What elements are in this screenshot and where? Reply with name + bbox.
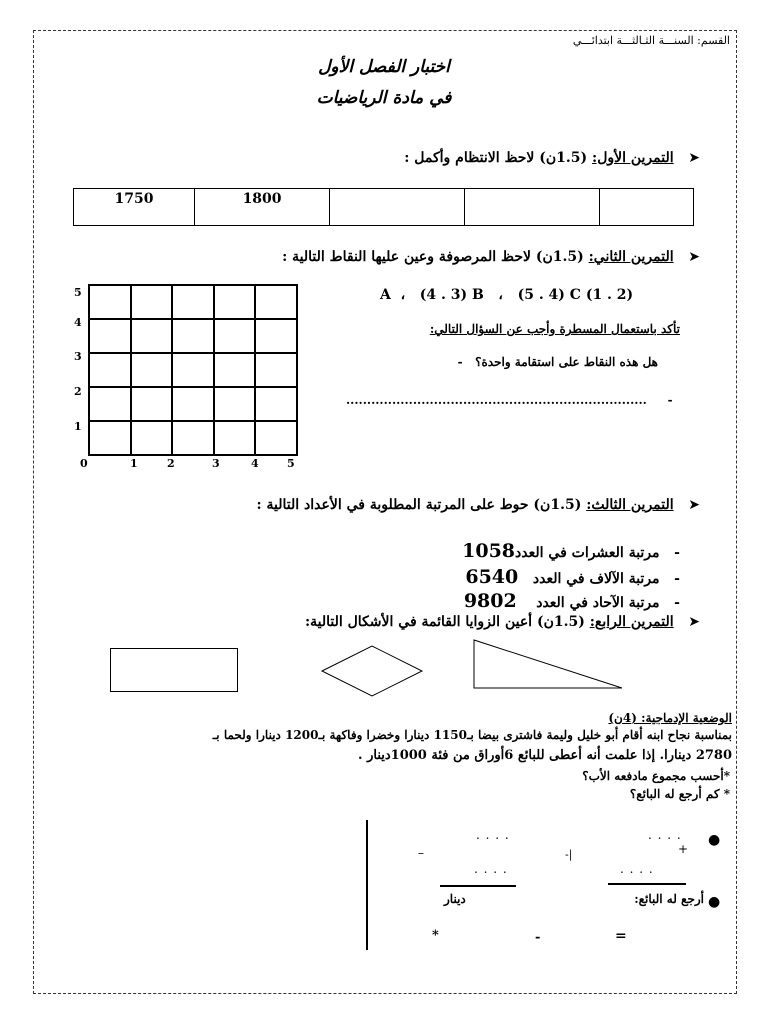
grid-x-label: 3	[212, 457, 220, 470]
exercise3-instruction: (1.5ن) حوط على المرتبة المطلوبة في الأعداد التالية :	[256, 497, 587, 513]
rank-item: - مرتبة العشرات في العدد1058	[462, 540, 680, 562]
check-title: تأكد باستعمال المسطرة وأجب عن السؤال التالي:	[429, 322, 680, 336]
rank-item: - مرتبة الآلاف في العدد 6540	[465, 566, 680, 588]
minus-sign: –	[418, 846, 424, 860]
bullet-dot: ●	[708, 832, 721, 848]
subtraction-line	[440, 885, 516, 887]
grid-y-label: 4	[74, 316, 82, 329]
answer-line[interactable]: ........................................................................ -	[346, 393, 673, 407]
grid-x-label: 1	[130, 457, 138, 470]
exercise1-heading	[404, 150, 700, 166]
exercise4-label: التمرين الرابع:	[589, 614, 674, 630]
bullet-dot: ●	[708, 894, 721, 910]
grid-y-label: 1	[74, 420, 82, 433]
returned-label: أرجع له البائع:	[634, 892, 704, 906]
question2: * كم أرجع له البائع؟	[629, 787, 730, 801]
work-divider	[366, 820, 368, 950]
exam-title: اختبار الفصل الأول	[318, 57, 450, 77]
grid-x-label: 4	[251, 457, 259, 470]
addition-line	[608, 883, 686, 885]
plus-sign: +	[678, 842, 689, 856]
grid-x-label: 2	[167, 457, 175, 470]
arrow-bullet-icon: ➤	[688, 497, 700, 513]
exercise2-label: التمرين الثاني:	[588, 249, 674, 265]
sequence-cell: 1800	[195, 189, 330, 226]
multiply-star: *	[432, 928, 439, 943]
exam-subject: في مادة الرياضيات	[316, 88, 452, 108]
points-line: A ، (4 . 3) B ، (5 . 4) C (1 . 2)	[380, 287, 634, 303]
exercise4-heading	[305, 614, 700, 630]
sequence-table	[73, 188, 694, 226]
grid-y-label: 2	[74, 385, 82, 398]
question-text: هل هذه النقاط على استقامة واحدة؟ -	[457, 355, 658, 369]
sequence-cell[interactable]	[600, 189, 694, 226]
situation-line1: بمناسبة نجاح ابنه أقام أبو خليل وليمة فاشترى بيضا بـ1150 دينارا وخضرا وفاكهة بـ1200 دينارا ولحما بـ	[212, 728, 732, 742]
question1: *أحسب مجموع مادفعه الأب؟	[582, 769, 730, 783]
right-triangle-shape[interactable]	[472, 638, 624, 692]
arrow-bullet-icon: ➤	[688, 249, 700, 265]
dinar-label: دينار	[444, 892, 466, 906]
operand-dots[interactable]: . . . .	[476, 828, 510, 842]
operand-dots[interactable]: . . . .	[648, 828, 682, 842]
grid-x-label: 5	[287, 457, 295, 470]
arrow-bullet-icon: ➤	[688, 150, 700, 166]
rectangle-shape[interactable]	[110, 648, 238, 692]
operand-dots[interactable]: . . . .	[474, 862, 508, 876]
grid-y-label: 5	[74, 286, 82, 299]
exercise1-label: التمرين الأول:	[592, 150, 674, 166]
class-line: القسم: السنـــة الثـالثـــة ابتدائـــي	[572, 34, 730, 47]
rhombus-shape[interactable]	[320, 644, 424, 698]
rank-item: - مرتبة الآحاد في العدد 9802	[463, 590, 680, 612]
equals-sign: =	[615, 928, 627, 944]
arrow-bullet-icon: ➤	[688, 614, 700, 630]
coordinate-grid[interactable]	[88, 284, 298, 456]
situation-label: الوضعية الإدماجية: (4ن)	[608, 711, 732, 725]
exercise2-instruction: (1.5ن) لاحظ المرصوفة وعين عليها النقاط التالية :	[282, 249, 589, 265]
plus-mark: -|	[565, 848, 573, 861]
exercise4-instruction: (1.5ن) أعين الزوايا القائمة في الأشكال التالية:	[304, 614, 590, 630]
exercise1-instruction: (1.5ن) لاحظ الانتظام وأكمل :	[404, 150, 593, 166]
grid-y-label: 3	[74, 350, 82, 363]
grid-x-label: 0	[80, 457, 88, 470]
exercise2-heading	[282, 249, 700, 265]
exercise3-heading	[256, 497, 700, 513]
dash-sign: -	[535, 930, 541, 945]
operand-dots[interactable]: . . . .	[620, 862, 654, 876]
exercise3-label: التمرين الثالث:	[586, 497, 674, 513]
sequence-cell[interactable]	[464, 189, 599, 226]
sequence-cell: 1750	[74, 189, 195, 226]
situation-line2: 2780 دينارا. إذا علمت أنه أعطى للبائع 6أوراق من فئة 1000دينار .	[358, 748, 732, 763]
sequence-cell[interactable]	[330, 189, 465, 226]
